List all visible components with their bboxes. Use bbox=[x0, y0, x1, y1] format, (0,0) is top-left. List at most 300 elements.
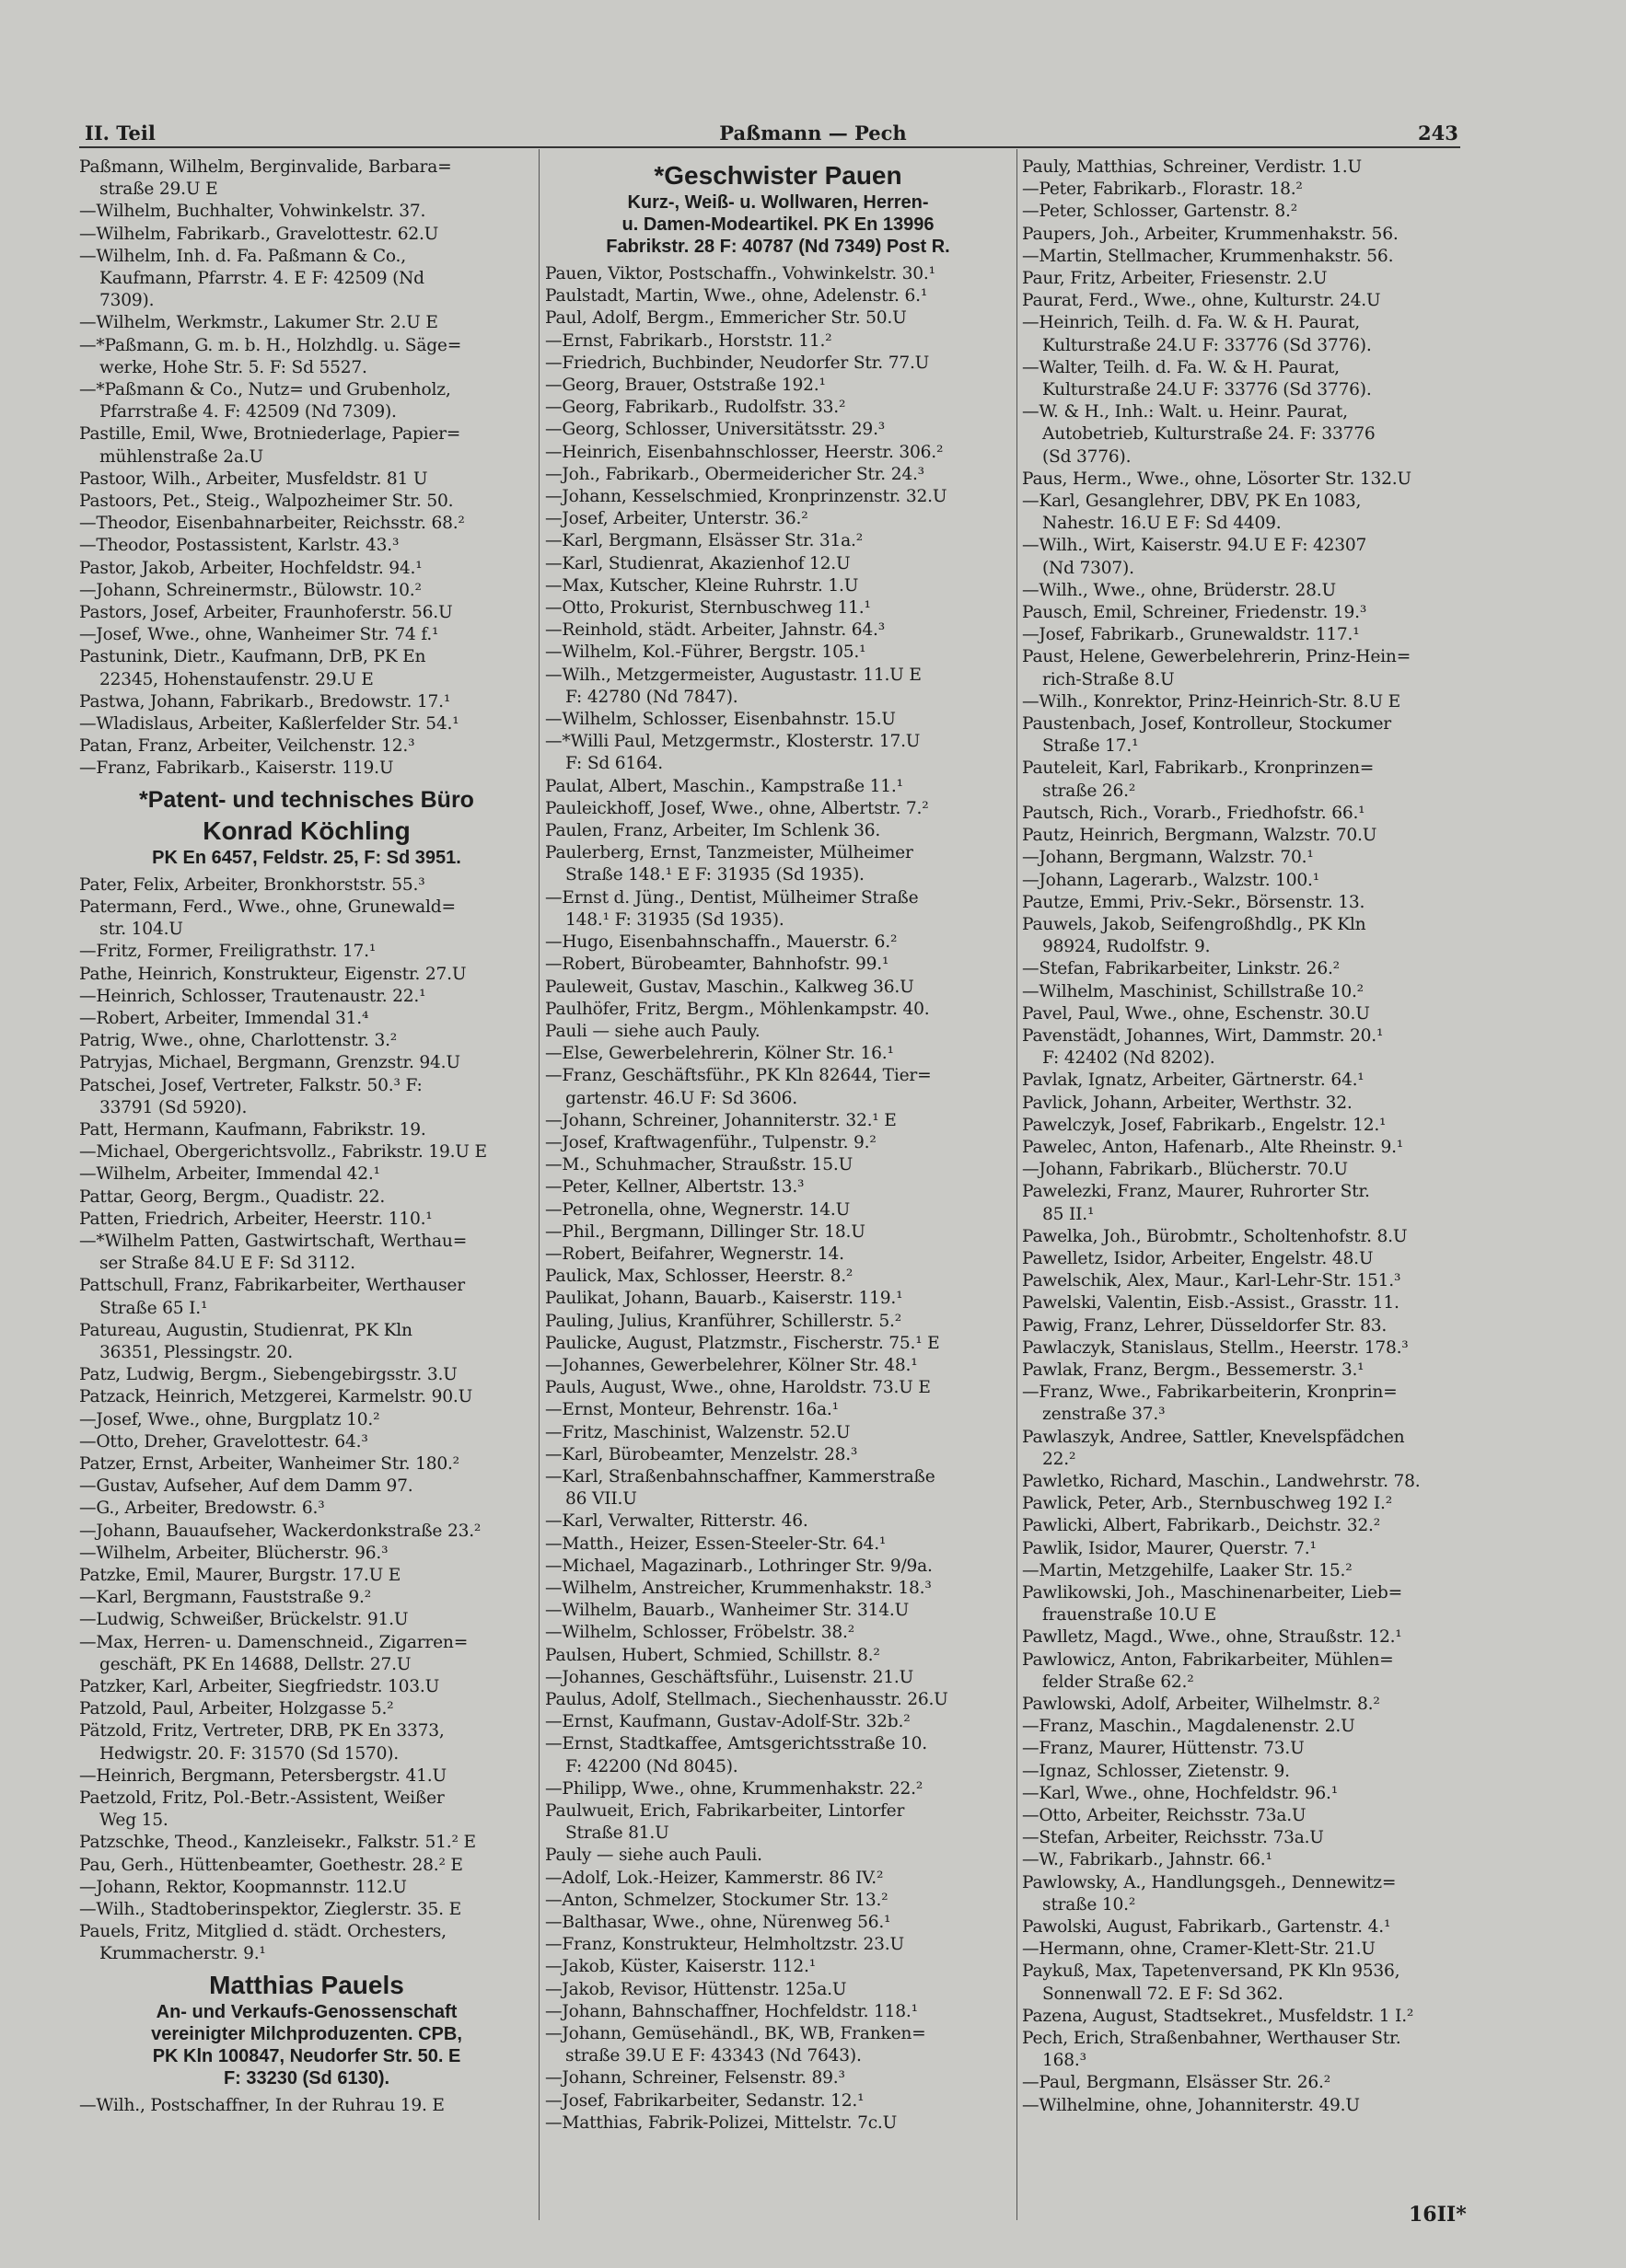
entry-line: 98924, Rudolfstr. 9. bbox=[1042, 937, 1211, 957]
entry-line: Straße 81.U bbox=[565, 1823, 669, 1844]
directory-entry bbox=[1022, 1738, 1464, 1760]
directory-entry bbox=[545, 1244, 1011, 1266]
directory-entry bbox=[79, 535, 534, 557]
entry-line: 33791 (Sd 5920). bbox=[99, 1097, 248, 1117]
entry-line: Pautz, Heinrich, Bergmann, Walzstr. 70.U bbox=[1022, 826, 1377, 846]
directory-entry bbox=[1022, 1538, 1464, 1560]
entry-line: Patschei, Josef, Vertreter, Falkstr. 50.³ F: bbox=[79, 1075, 423, 1095]
directory-entry bbox=[1022, 401, 1464, 469]
entry-line: —Balthasar, Wwe., ohne, Nürenweg 56.¹ bbox=[545, 1913, 891, 1933]
directory-entry bbox=[545, 2112, 1011, 2135]
directory-entry bbox=[545, 1021, 1011, 1043]
entry-line: —Franz, Fabrikarb., Kaiserstr. 119.U bbox=[79, 758, 394, 779]
entry-line: —Peter, Kellner, Albertstr. 13.³ bbox=[545, 1177, 805, 1198]
entry-line: —Johann, Fabrikarb., Blücherstr. 70.U bbox=[1022, 1160, 1348, 1180]
ad-title: *Geschwister Pauen bbox=[654, 161, 902, 190]
entry-line: —Johann, Bauaufseher, Wackerdonkstraße 23.² bbox=[79, 1521, 482, 1541]
entry-line: Pastor, Jakob, Arbeiter, Hochfeldstr. 94.¹ bbox=[79, 558, 423, 578]
directory-entry bbox=[545, 977, 1011, 999]
entry-line: Pawlik, Isidor, Maurer, Querstr. 7.¹ bbox=[1022, 1538, 1317, 1558]
directory-entry bbox=[545, 1868, 1011, 1890]
entry-line: —Stefan, Fabrikarbeiter, Linkstr. 26.² bbox=[1022, 959, 1340, 979]
ad-line: Kurz-, Weiß- u. Wollwaren, Herren- bbox=[627, 192, 929, 213]
directory-entry bbox=[1022, 1649, 1464, 1694]
directory-entry bbox=[79, 1052, 534, 1074]
entry-line: —Wilhelm, Schlosser, Fröbelstr. 38.² bbox=[545, 1623, 855, 1643]
directory-entry bbox=[1022, 1137, 1464, 1159]
directory-entry bbox=[545, 1600, 1011, 1622]
entry-line: —Martin, Stellmacher, Krummenhakstr. 56. bbox=[1022, 246, 1394, 266]
directory-entry bbox=[545, 1065, 1011, 1109]
entry-line: mühlenstraße 2a.U bbox=[99, 446, 263, 467]
entry-line: —Ignaz, Schlosser, Zietenstr. 9. bbox=[1022, 1761, 1290, 1781]
entry-line: —Robert, Bürobeamter, Bahnhofstr. 99.¹ bbox=[545, 955, 889, 975]
directory-entry bbox=[79, 964, 534, 986]
directory-entry bbox=[79, 1119, 534, 1141]
entry-line: Paurat, Ferd., Wwe., ohne, Kulturstr. 24.U bbox=[1022, 291, 1381, 311]
entry-line: —Franz, Wwe., Fabrikarbeiterin, Kronprin= bbox=[1022, 1383, 1398, 1403]
entry-line: F: 42200 (Nd 8045). bbox=[565, 1756, 738, 1776]
directory-entry bbox=[545, 1533, 1011, 1556]
entry-line: Pattar, Georg, Bergm., Quadistr. 22. bbox=[79, 1186, 386, 1207]
entry-line: —Heinrich, Schlosser, Trautenaustr. 22.¹ bbox=[79, 986, 426, 1006]
directory-entry bbox=[1022, 646, 1464, 690]
entry-line: Pautsch, Rich., Vorarb., Friedhofstr. 66.¹ bbox=[1022, 803, 1365, 823]
directory-entry bbox=[79, 379, 534, 423]
directory-entry bbox=[545, 1890, 1011, 1912]
entry-line: zenstraße 37.³ bbox=[1042, 1405, 1166, 1425]
entry-line: —Franz, Maurer, Hüttenstr. 73.U bbox=[1022, 1739, 1305, 1759]
entry-line: —Wilh., Wwe., ohne, Brüderstr. 28.U bbox=[1022, 580, 1336, 600]
entry-line: —Robert, Beifahrer, Wegnerstr. 14. bbox=[545, 1244, 844, 1264]
entry-line: Pauling, Julius, Kranführer, Schillerstr. 5.² bbox=[545, 1311, 901, 1331]
entry-line: Nahestr. 16.U E F: Sd 4409. bbox=[1042, 514, 1282, 534]
directory-entry bbox=[1022, 491, 1464, 535]
entry-line: Pätzold, Fritz, Vertreter, DRB, PK En 3373, bbox=[79, 1721, 445, 1742]
directory-entry bbox=[545, 1510, 1011, 1533]
directory-entry bbox=[1022, 803, 1464, 825]
entry-line: —Heinrich, Teilh. d. Fa. W. & H. Paurat, bbox=[1022, 313, 1360, 333]
entry-line: —Josef, Wwe., ohne, Burgplatz 10.² bbox=[79, 1409, 380, 1429]
directory-entry bbox=[545, 887, 1011, 932]
entry-line: Pawelski, Valentin, Eisb.-Assist., Grasstr. 11. bbox=[1022, 1293, 1400, 1313]
entry-line: Pawlaczyk, Stanislaus, Stellm., Heerstr. 178.³ bbox=[1022, 1337, 1409, 1358]
entry-line: 22345, Hohenstaufenstr. 29.U E bbox=[99, 669, 374, 689]
entry-line: Paustenbach, Josef, Kontrolleur, Stockumer bbox=[1022, 714, 1391, 735]
entry-line: Pauels, Fritz, Mitglied d. städt. Orchesters, bbox=[79, 1922, 447, 1942]
entry-line: —Wilhelm, Kol.-Führer, Bergstr. 105.¹ bbox=[545, 642, 866, 663]
entry-line: —Wilh., Postschaffner, In der Ruhrau 19. E bbox=[79, 2095, 445, 2115]
entry-line: —Franz, Maschin., Magdalenenstr. 2.U bbox=[1022, 1717, 1355, 1737]
entry-line: —Petronella, ohne, Wegnerstr. 14.U bbox=[545, 1199, 851, 1220]
directory-entry bbox=[79, 1521, 534, 1543]
directory-entry bbox=[1022, 1471, 1464, 1493]
entry-line: —Fritz, Maschinist, Walzenstr. 52.U bbox=[545, 1422, 851, 1442]
directory-entry bbox=[545, 530, 1011, 552]
entry-line: —Karl, Bergmann, Fauststraße 9.² bbox=[79, 1588, 372, 1608]
entry-line: —Karl, Wwe., ohne, Hochfeldstr. 96.¹ bbox=[1022, 1783, 1338, 1803]
directory-entry bbox=[1022, 758, 1464, 802]
directory-entry bbox=[1022, 246, 1464, 268]
entry-line: —W., Fabrikarb., Jahnstr. 66.¹ bbox=[1022, 1850, 1272, 1870]
entry-line: —Johann, Schreiner, Felsenstr. 89.³ bbox=[545, 2068, 845, 2089]
entry-line: Sonnenwall 72. E F: Sd 362. bbox=[1042, 1984, 1283, 2004]
entry-line: —Wilhelm, Arbeiter, Blücherstr. 96.³ bbox=[79, 1543, 389, 1563]
directory-entry bbox=[79, 423, 534, 468]
entry-line: Pau, Gerh., Hüttenbeamter, Goethestr. 28.² E bbox=[79, 1855, 463, 1875]
entry-line: straße 10.² bbox=[1042, 1894, 1136, 1915]
directory-entry bbox=[79, 1231, 534, 1275]
directory-entry bbox=[79, 1075, 534, 1119]
directory-entry bbox=[545, 1288, 1011, 1310]
directory-entry bbox=[79, 1632, 534, 1676]
directory-entry bbox=[1022, 1427, 1464, 1471]
entry-line: Pastwa, Johann, Fabrikarb., Bredowstr. 17.¹ bbox=[79, 691, 451, 712]
directory-entry bbox=[545, 1422, 1011, 1444]
entry-line: Paulicke, August, Platzmstr., Fischerstr. 75.¹ E bbox=[545, 1333, 940, 1353]
entry-line: gartenstr. 46.U F: Sd 3606. bbox=[565, 1088, 797, 1108]
entry-line: Paßmann, Wilhelm, Berginvalide, Barbara= bbox=[79, 157, 452, 177]
entry-line: straße 29.U E bbox=[99, 179, 218, 200]
entry-line: —Joh., Fabrikarb., Obermeidericher Str. 24.³ bbox=[545, 464, 924, 484]
directory-entry bbox=[79, 1030, 534, 1052]
directory-entry bbox=[545, 619, 1011, 642]
directory-entry bbox=[545, 553, 1011, 575]
entry-line: —Ernst, Kaufmann, Gustav-Adolf-Str. 32b.² bbox=[545, 1712, 911, 1732]
directory-entry bbox=[1022, 1315, 1464, 1337]
entry-line: Paus, Herm., Wwe., ohne, Lösorter Str. 132.U bbox=[1022, 469, 1411, 489]
directory-entry bbox=[545, 1689, 1011, 1711]
directory-entry bbox=[79, 1364, 534, 1386]
directory-entry bbox=[545, 1377, 1011, 1399]
directory-entry bbox=[79, 758, 534, 780]
directory-entry bbox=[1022, 1493, 1464, 1515]
directory-entry bbox=[545, 1132, 1011, 1154]
directory-entry bbox=[1022, 1694, 1464, 1716]
directory-entry bbox=[1022, 1360, 1464, 1382]
entry-line: Pavenstädt, Johannes, Wirt, Dammstr. 20.¹ bbox=[1022, 1025, 1384, 1046]
directory-entry bbox=[545, 709, 1011, 731]
directory-entry bbox=[545, 2001, 1011, 2023]
entry-line: Pater, Felix, Arbeiter, Bronkhorststr. 55.³ bbox=[79, 874, 425, 895]
directory-entry bbox=[79, 201, 534, 223]
directory-entry bbox=[545, 1778, 1011, 1800]
entry-line: Pauls, August, Wwe., ohne, Haroldstr. 73.U E bbox=[545, 1378, 931, 1398]
directory-entry bbox=[79, 1186, 534, 1209]
entry-line: Pastoor, Wilh., Arbeiter, Musfeldstr. 81 U bbox=[79, 469, 428, 489]
entry-line: —Heinrich, Bergmann, Petersbergstr. 41.U bbox=[79, 1765, 447, 1786]
directory-entry bbox=[1022, 1181, 1464, 1225]
directory-entry bbox=[1022, 1626, 1464, 1649]
entry-line: Patzke, Emil, Maurer, Burgstr. 17.U E bbox=[79, 1565, 401, 1585]
directory-entry bbox=[1022, 1226, 1464, 1248]
directory-entry bbox=[545, 1667, 1011, 1689]
entry-line: 7309). bbox=[99, 291, 155, 311]
ad-line: An- und Verkaufs-Genossenschaft bbox=[156, 2001, 458, 2022]
directory-column-3 bbox=[1022, 156, 1464, 2117]
entry-line: —Franz, Konstrukteur, Helmholtzstr. 23.U bbox=[545, 1935, 904, 1955]
entry-line: F: 42780 (Nd 7847). bbox=[565, 687, 738, 707]
directory-entry bbox=[79, 1209, 534, 1231]
entry-line: Paetzold, Fritz, Pol.-Betr.-Assistent, Weißer bbox=[79, 1788, 445, 1809]
entry-line: straße 39.U E F: 43343 (Nd 7643). bbox=[565, 2046, 862, 2066]
directory-entry bbox=[79, 1475, 534, 1498]
entry-line: —Matth., Heizer, Essen-Steeler-Str. 64.¹ bbox=[545, 1533, 887, 1554]
directory-entry bbox=[79, 491, 534, 513]
entry-line: —Fritz, Former, Freiligrathstr. 17.¹ bbox=[79, 942, 377, 962]
directory-entry bbox=[79, 1899, 534, 1921]
directory-entry bbox=[1022, 312, 1464, 356]
directory-entry bbox=[1022, 1783, 1464, 1805]
entry-line: —*Paßmann, G. m. b. H., Holzhdlg. u. Säge= bbox=[79, 335, 462, 355]
entry-line: Pawig, Franz, Lehrer, Düsseldorfer Str. 83. bbox=[1022, 1315, 1388, 1336]
directory-entry bbox=[545, 932, 1011, 954]
entry-line: Straße 65 I.¹ bbox=[99, 1298, 208, 1318]
directory-entry bbox=[79, 335, 534, 379]
directory-entry bbox=[545, 642, 1011, 664]
entry-line: F: Sd 6164. bbox=[565, 754, 663, 774]
entry-line: Straße 148.¹ E F: 31935 (Sd 1935). bbox=[565, 865, 865, 885]
entry-line: Pauli — siehe auch Pauly. bbox=[545, 1021, 761, 1041]
entry-line: Pawlicki, Albert, Fabrikarb., Deichstr. 32.² bbox=[1022, 1516, 1380, 1536]
entry-line: Pawelletz, Isidor, Arbeiter, Engelstr. 48.U bbox=[1022, 1248, 1374, 1268]
entry-line: —Johann, Kesselschmied, Kronprinzenstr. 32.U bbox=[545, 487, 947, 507]
directory-entry bbox=[79, 874, 534, 897]
directory-entry bbox=[79, 1921, 534, 1965]
entry-line: —Karl, Verwalter, Ritterstr. 46. bbox=[545, 1511, 808, 1532]
entry-line: —Wilhelmine, ohne, Johanniterstr. 49.U bbox=[1022, 2095, 1360, 2115]
entry-line: Krummacherstr. 9.¹ bbox=[99, 1944, 266, 1964]
directory-entry bbox=[1022, 1093, 1464, 1115]
directory-entry bbox=[1022, 2006, 1464, 2028]
entry-line: —Johann, Gemüsehändl., BK, WB, Franken= bbox=[545, 2024, 926, 2044]
directory-entry bbox=[545, 1845, 1011, 1867]
entry-line: Pawelczyk, Josef, Fabrikarb., Engelstr. 12.¹ bbox=[1022, 1115, 1387, 1135]
directory-entry bbox=[1022, 2072, 1464, 2094]
entry-line: Pawlikowski, Joh., Maschinenarbeiter, Lieb= bbox=[1022, 1583, 1402, 1603]
directory-entry bbox=[545, 1355, 1011, 1377]
advertisement bbox=[79, 1970, 534, 2089]
entry-line: Kulturstraße 24.U F: 33776 (Sd 3776). bbox=[1042, 335, 1372, 355]
directory-entry bbox=[545, 353, 1011, 375]
entry-line: Pawletko, Richard, Maschin., Landwehrstr. 78. bbox=[1022, 1471, 1421, 1491]
entry-line: —Wilhelm, Maschinist, Schillstraße 10.² bbox=[1022, 981, 1364, 1001]
directory-entry bbox=[79, 1565, 534, 1587]
entry-line: Paur, Fritz, Arbeiter, Friesenstr. 2.U bbox=[1022, 269, 1328, 289]
entry-line: Pavel, Paul, Wwe., ohne, Eschenstr. 30.U bbox=[1022, 1003, 1370, 1024]
entry-line: Pauwels, Jakob, Seifengroßhdlg., PK Kln bbox=[1022, 914, 1366, 934]
entry-line: werke, Hohe Str. 5. F: Sd 5527. bbox=[99, 357, 367, 377]
directory-entry bbox=[545, 1556, 1011, 1578]
directory-entry bbox=[1022, 1761, 1464, 1783]
entry-line: —Robert, Arbeiter, Immendal 31.⁴ bbox=[79, 1008, 369, 1028]
entry-line: Patryjas, Michael, Bergmann, Grenzstr. 94.U bbox=[79, 1053, 460, 1073]
directory-entry bbox=[79, 558, 534, 580]
entry-line: Paulat, Albert, Maschin., Kampstraße 11.¹ bbox=[545, 776, 903, 796]
directory-entry bbox=[79, 2095, 534, 2117]
directory-entry bbox=[79, 469, 534, 491]
directory-entry bbox=[545, 1622, 1011, 1644]
entry-line: Pawlak, Franz, Bergm., Bessemerstr. 3.¹ bbox=[1022, 1360, 1365, 1380]
directory-entry bbox=[79, 602, 534, 624]
entry-line: —Theodor, Eisenbahnarbeiter, Reichsstr. 68.² bbox=[79, 514, 465, 534]
entry-line: —Otto, Dreher, Gravelottestr. 64.³ bbox=[79, 1431, 368, 1452]
directory-entry bbox=[79, 941, 534, 963]
entry-line: —Gustav, Aufseher, Auf dem Damm 97. bbox=[79, 1476, 413, 1497]
entry-line: —Stefan, Arbeiter, Reichsstr. 73a.U bbox=[1022, 1828, 1324, 1848]
entry-line: —Johann, Bergmann, Walzstr. 70.¹ bbox=[1022, 848, 1314, 868]
entry-line: —Wilhelm, Bauarb., Wanheimer Str. 314.U bbox=[545, 1601, 910, 1621]
entry-line: —Friedrich, Buchbinder, Neudorfer Str. 77.U bbox=[545, 353, 930, 373]
directory-entry bbox=[545, 1956, 1011, 1978]
entry-line: geschäft, PK En 14688, Dellstr. 27.U bbox=[99, 1654, 412, 1674]
directory-entry bbox=[545, 1934, 1011, 1956]
directory-entry bbox=[1022, 1115, 1464, 1137]
directory-entry bbox=[79, 246, 534, 313]
directory-entry bbox=[79, 1676, 534, 1698]
directory-entry bbox=[1022, 825, 1464, 847]
directory-entry bbox=[545, 330, 1011, 353]
directory-entry bbox=[545, 1199, 1011, 1221]
entry-line: str. 104.U bbox=[99, 920, 183, 940]
entry-line: Paykuß, Max, Tapetenversand, PK Kln 9536, bbox=[1022, 1961, 1400, 1982]
entry-line: —Wilhelm, Schlosser, Eisenbahnstr. 15.U bbox=[545, 710, 896, 730]
directory-entry bbox=[79, 986, 534, 1008]
entry-line: Pawelschik, Alex, Maur., Karl-Lehr-Str. 151.³ bbox=[1022, 1271, 1401, 1291]
entry-line: —Wladislaus, Arbeiter, Kaßlerfelder Str. 54.¹ bbox=[79, 714, 459, 735]
entry-line: —Josef, Arbeiter, Unterstr. 36.² bbox=[545, 509, 808, 529]
directory-entry bbox=[545, 1110, 1011, 1132]
directory-entry bbox=[1022, 1070, 1464, 1092]
directory-entry bbox=[79, 1275, 534, 1319]
entry-line: Pavlick, Johann, Arbeiter, Werthstr. 32. bbox=[1022, 1093, 1353, 1113]
entry-line: —Jakob, Küster, Kaiserstr. 112.¹ bbox=[545, 1957, 816, 1977]
directory-entry bbox=[1022, 179, 1464, 201]
entry-line: 148.¹ F: 31935 (Sd 1935). bbox=[565, 909, 784, 930]
directory-entry bbox=[1022, 1938, 1464, 1961]
entry-line: Pawlaszyk, Andree, Sattler, Knevelspfädchen bbox=[1022, 1427, 1405, 1447]
entry-line: 168.³ bbox=[1042, 2051, 1086, 2071]
entry-line: Pathe, Heinrich, Konstrukteur, Eigenstr. 27.U bbox=[79, 964, 467, 984]
entry-line: Patz, Ludwig, Bergm., Siebengebirgsstr. 3.U bbox=[79, 1365, 458, 1385]
entry-line: —Georg, Schlosser, Universitätsstr. 29.³ bbox=[545, 420, 886, 440]
ad-line: u. Damen-Modeartikel. PK En 13996 bbox=[621, 214, 935, 235]
directory-entry bbox=[1022, 914, 1464, 958]
directory-entry bbox=[1022, 870, 1464, 892]
entry-line: —Ernst, Stadtkaffee, Amtsgerichtsstraße 10. bbox=[545, 1734, 927, 1754]
directory-entry bbox=[1022, 1382, 1464, 1426]
entry-line: —Johann, Schreiner, Johanniterstr. 32.¹ E bbox=[545, 1110, 897, 1130]
entry-line: —Johannes, Geschäftsführ., Luisenstr. 21.U bbox=[545, 1667, 914, 1687]
entry-line: Pawlletz, Magd., Wwe., ohne, Straußstr. 12.¹ bbox=[1022, 1627, 1402, 1648]
directory-entry bbox=[545, 798, 1011, 820]
directory-entry bbox=[1022, 2028, 1464, 2072]
entry-line: —M., Schuhmacher, Straußstr. 15.U bbox=[545, 1155, 854, 1175]
entry-line: Patt, Hermann, Kaufmann, Fabrikstr. 19. bbox=[79, 1119, 426, 1140]
directory-entry bbox=[1022, 1337, 1464, 1360]
directory-entry bbox=[1022, 958, 1464, 980]
directory-entry bbox=[1022, 224, 1464, 246]
entry-line: (Nd 7307). bbox=[1042, 558, 1134, 578]
directory-entry bbox=[79, 156, 534, 201]
advertisement bbox=[79, 784, 534, 869]
entry-line: —Jakob, Revisor, Hüttenstr. 125a.U bbox=[545, 1979, 847, 1999]
entry-line: —Martin, Metzgehilfe, Laaker Str. 15.² bbox=[1022, 1560, 1353, 1580]
entry-line: —Georg, Brauer, Oststraße 192.¹ bbox=[545, 376, 826, 396]
entry-line: —G., Arbeiter, Bredowstr. 6.³ bbox=[79, 1498, 325, 1519]
ad-line: vereinigter Milchproduzenten. CPB, bbox=[151, 2023, 462, 2044]
directory-entry bbox=[1022, 691, 1464, 713]
entry-line: Kulturstraße 24.U F: 33776 (Sd 3776). bbox=[1042, 380, 1372, 400]
entry-line: Paust, Helene, Gewerbelehrerin, Prinz-Hein= bbox=[1022, 647, 1411, 667]
entry-line: Patermann, Ferd., Wwe., ohne, Grunewald= bbox=[79, 897, 456, 917]
directory-entry bbox=[545, 1043, 1011, 1065]
directory-entry bbox=[79, 1587, 534, 1609]
directory-column-1 bbox=[79, 156, 534, 2117]
directory-entry bbox=[545, 999, 1011, 1021]
entry-line: Pastunink, Dietr., Kaufmann, DrB, PK En bbox=[79, 647, 426, 667]
entry-line: (Sd 3776). bbox=[1042, 446, 1132, 467]
entry-line: —Wilhelm, Inh. d. Fa. Paßmann & Co., bbox=[79, 246, 406, 266]
entry-line: Pauteleit, Karl, Fabrikarb., Kronprinzen= bbox=[1022, 758, 1375, 779]
entry-line: —Wilh., Wirt, Kaiserstr. 94.U E F: 42307 bbox=[1022, 536, 1367, 556]
entry-line: Pawlick, Peter, Arb., Sternbuschweg 192 I.² bbox=[1022, 1494, 1392, 1514]
entry-line: Paulhöfer, Fritz, Bergm., Möhlenkampstr. 40. bbox=[545, 999, 930, 1019]
entry-line: —Matthias, Fabrik-Polizei, Mittelstr. 7c.U bbox=[545, 2112, 898, 2133]
entry-line: —Wilhelm, Werkmstr., Lakumer Str. 2.U E bbox=[79, 313, 438, 333]
part-label: II. Teil bbox=[85, 122, 156, 145]
directory-entry bbox=[1022, 580, 1464, 602]
directory-entry bbox=[545, 486, 1011, 508]
directory-entry bbox=[1022, 1159, 1464, 1181]
directory-entry bbox=[79, 646, 534, 690]
directory-entry bbox=[1022, 2095, 1464, 2117]
entry-line: Patrig, Wwe., ohne, Charlottenstr. 3.² bbox=[79, 1031, 398, 1051]
directory-entry bbox=[1022, 602, 1464, 624]
directory-entry bbox=[79, 1720, 534, 1765]
directory-entry bbox=[79, 1409, 534, 1431]
directory-entry bbox=[79, 713, 534, 735]
directory-entry bbox=[79, 1788, 534, 1832]
directory-entry bbox=[545, 2090, 1011, 2112]
directory-entry bbox=[1022, 713, 1464, 758]
directory-entry bbox=[1022, 892, 1464, 914]
entry-line: Hedwigstr. 20. F: 31570 (Sd 1570). bbox=[99, 1743, 400, 1764]
entry-line: —Wilh., Konrektor, Prinz-Heinrich-Str. 8.U E bbox=[1022, 691, 1401, 712]
directory-entry bbox=[545, 1176, 1011, 1198]
directory-entry bbox=[1022, 1560, 1464, 1582]
directory-entry bbox=[545, 464, 1011, 486]
entry-line: —Johannes, Gewerbelehrer, Kölner Str. 48.¹ bbox=[545, 1355, 918, 1375]
signature-mark: 16II* bbox=[1409, 2203, 1467, 2227]
entry-line: —Josef, Fabrikarbeiter, Sedanstr. 12.¹ bbox=[545, 2090, 865, 2111]
directory-entry bbox=[545, 1399, 1011, 1421]
entry-line: Patzer, Ernst, Arbeiter, Wanheimer Str. 180.² bbox=[79, 1453, 459, 1474]
entry-line: Pattschull, Franz, Fabrikarbeiter, Werthauser bbox=[79, 1276, 465, 1296]
directory-entry bbox=[1022, 847, 1464, 869]
directory-entry bbox=[545, 1800, 1011, 1845]
directory-entry bbox=[79, 1320, 534, 1364]
entry-line: —Karl, Studienrat, Akazienhof 12.U bbox=[545, 553, 851, 573]
entry-line: —W. & H., Inh.: Walt. u. Heinr. Paurat, bbox=[1022, 402, 1348, 422]
entry-line: Patureau, Augustin, Studienrat, PK Kln bbox=[79, 1320, 412, 1340]
directory-entry bbox=[545, 442, 1011, 464]
directory-entry bbox=[1022, 268, 1464, 290]
entry-line: Paul, Adolf, Bergm., Emmericher Str. 50.U bbox=[545, 308, 907, 329]
directory-entry bbox=[79, 1855, 534, 1877]
directory-entry bbox=[545, 508, 1011, 530]
directory-entry bbox=[545, 1444, 1011, 1466]
